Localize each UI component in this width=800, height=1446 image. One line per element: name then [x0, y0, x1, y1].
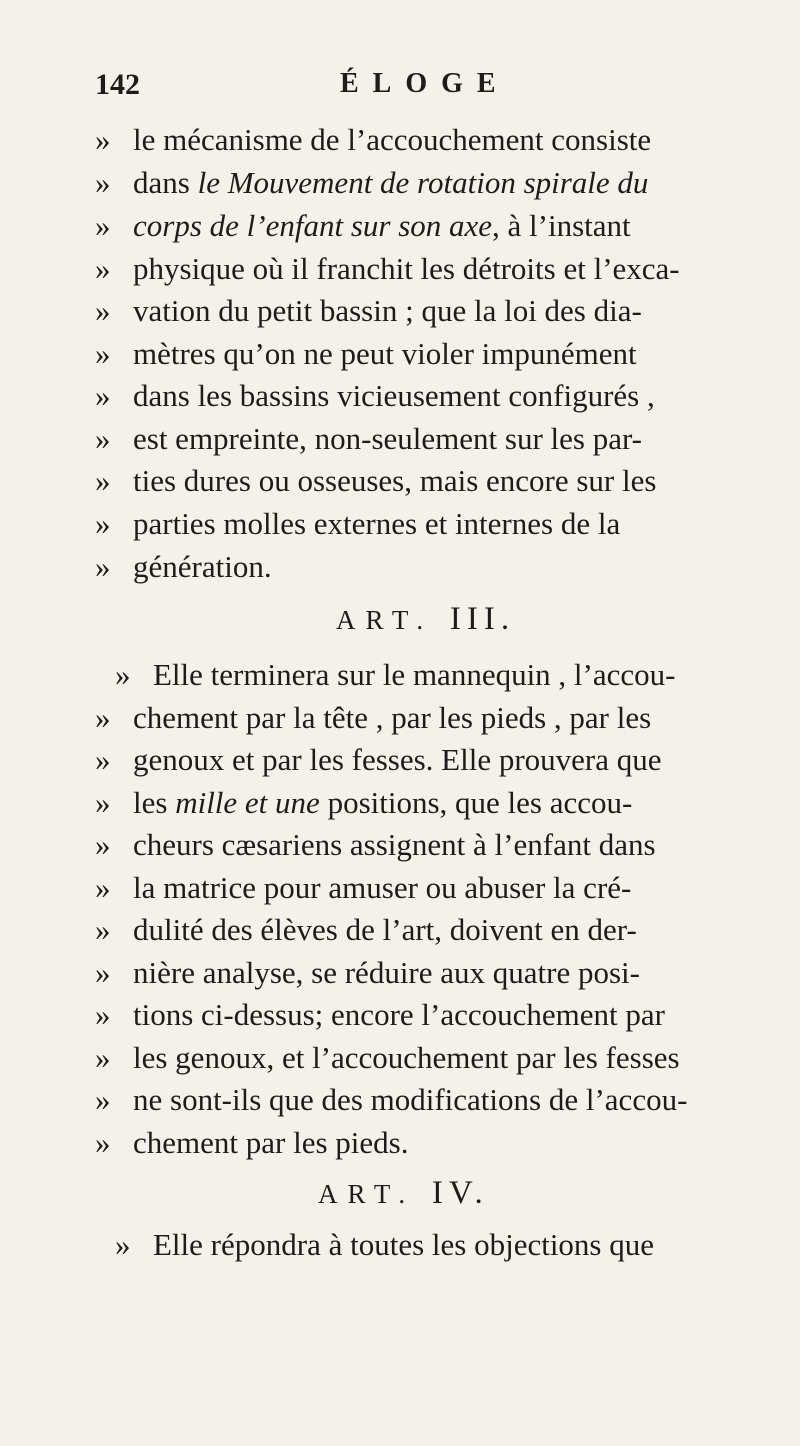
article-heading — [318, 1172, 489, 1214]
quote-mark: » — [95, 912, 111, 947]
text-line: » tions ci-dessus; encore l’accouchement par — [95, 994, 765, 1036]
article-label: ART. — [336, 605, 434, 635]
quote-mark: » — [95, 336, 111, 371]
quote-mark: » — [95, 208, 111, 243]
quote-mark: » — [95, 1125, 111, 1160]
text-line: » chement par les pieds. — [95, 1122, 765, 1164]
text-line: » est empreinte, non-seulement sur les par- — [95, 418, 765, 460]
text-line: » parties molles externes et internes de la — [95, 503, 765, 545]
quote-mark: » — [95, 378, 111, 413]
quote-mark: » — [95, 785, 111, 820]
quote-mark: » — [95, 742, 111, 777]
text-line: » ne sont-ils que des modifications de l’accou- — [95, 1079, 765, 1121]
quote-mark: » — [115, 657, 131, 692]
quote-mark: » — [95, 827, 111, 862]
text-line: » vation du petit bassin ; que la loi des dia- — [95, 290, 765, 332]
text-line: » genoux et par les fesses. Elle prouvera que — [95, 739, 765, 781]
text-line: » corps de l’enfant sur son axe, à l’instant — [95, 205, 765, 247]
text-line: » génération. — [95, 546, 765, 588]
running-title: ÉLOGE — [340, 68, 510, 99]
quote-mark: » — [95, 463, 111, 498]
quote-mark: » — [95, 870, 111, 905]
quote-mark: » — [95, 251, 111, 286]
article-number: III. — [449, 601, 516, 637]
page-number: 142 — [95, 68, 140, 101]
article-number: IV. — [431, 1175, 489, 1211]
quote-mark: » — [115, 1227, 131, 1262]
quote-mark: » — [95, 1040, 111, 1075]
quote-mark: » — [95, 700, 111, 735]
article-label: ART. — [318, 1179, 416, 1209]
text-line: » la matrice pour amuser ou abuser la cré- — [95, 867, 765, 909]
article-heading — [336, 598, 515, 640]
text-line: » les mille et une positions, que les accou- — [95, 782, 765, 824]
text-line: » physique où il franchit les détroits et l’exca- — [95, 248, 765, 290]
text-line: » les genoux, et l’accouchement par les fesses — [95, 1037, 765, 1079]
quote-mark: » — [95, 955, 111, 990]
text-line: » dans le Mouvement de rotation spirale du — [95, 162, 765, 204]
quote-mark: » — [95, 421, 111, 456]
text-line: » ties dures ou osseuses, mais encore sur les — [95, 460, 765, 502]
page-header — [95, 68, 695, 108]
text-line: » le mécanisme de l’accouchement consiste — [95, 119, 765, 161]
text-line: » dulité des élèves de l’art, doivent en der- — [95, 909, 765, 951]
quote-mark: » — [95, 997, 111, 1032]
quote-mark: » — [95, 1082, 111, 1117]
quote-mark: » — [95, 122, 111, 157]
quote-mark: » — [95, 549, 111, 584]
text-line: » Elle terminera sur le mannequin , l’accou- — [115, 654, 785, 696]
quote-mark: » — [95, 293, 111, 328]
text-line: » chement par la tête , par les pieds , par les — [95, 697, 765, 739]
text-line: » dans les bassins vicieusement configurés , — [95, 375, 765, 417]
text-line: » Elle répondra à toutes les objections que — [115, 1224, 785, 1266]
quote-mark: » — [95, 165, 111, 200]
text-line: » nière analyse, se réduire aux quatre posi- — [95, 952, 765, 994]
text-line: » mètres qu’on ne peut violer impunément — [95, 333, 765, 375]
text-line: » cheurs cæsariens assignent à l’enfant dans — [95, 824, 765, 866]
quote-mark: » — [95, 506, 111, 541]
